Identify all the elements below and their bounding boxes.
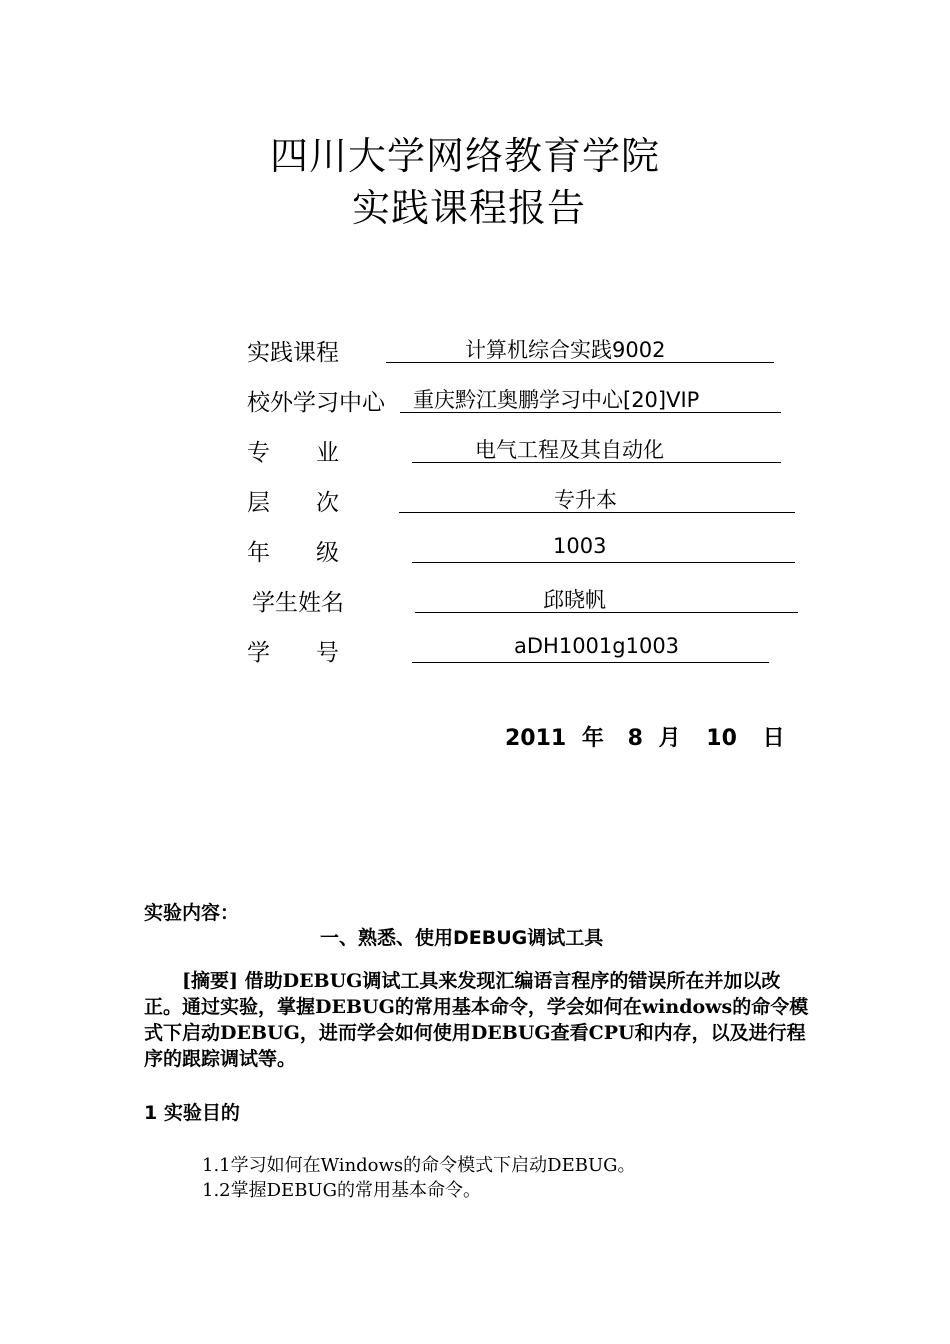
field-label-center: 校外学习中心 <box>247 390 385 416</box>
field-label-level: 层 次 <box>247 490 339 516</box>
date-year: 2011 <box>505 726 567 751</box>
section1-item: 1.1学习如何在Windows的命令模式下启动DEBUG。 <box>202 1155 636 1176</box>
field-label-name: 学生姓名 <box>252 590 344 616</box>
date-month: 8 <box>627 726 643 751</box>
date-day: 10 <box>706 726 737 751</box>
field-label-major: 专 业 <box>247 440 339 466</box>
field-label-student-id: 学 号 <box>247 640 339 666</box>
field-value-level: 专升本 <box>399 484 795 513</box>
field-value-course: 计算机综合实践9002 <box>386 334 774 363</box>
report-date: 2011 年 8 月 10 日 <box>505 726 785 751</box>
field-value-grade: 1003 <box>412 534 795 563</box>
section1-item: 1.2掌握DEBUG的常用基本命令。 <box>202 1180 481 1201</box>
field-label-course: 实践课程 <box>247 340 339 366</box>
field-value-major: 电气工程及其自动化 <box>412 434 781 463</box>
field-label-grade: 年 级 <box>247 540 339 566</box>
content-heading: 实验内容： <box>144 902 240 924</box>
content-subtitle: 一、熟悉、使用DEBUG调试工具 <box>320 927 604 949</box>
report-title-line2: 实践课程报告 <box>352 186 587 230</box>
field-value-center: 重庆黔江奥鹏学习中心[20]VIP <box>400 384 781 413</box>
field-value-name: 邱晓帆 <box>415 584 798 613</box>
abstract-paragraph: [摘要] 借助DEBUG调试工具来发现汇编语言程序的错误所在并加以改正。通过实验，掌握DEBUG的常用基本命令，学会如何在windows的命令模式下启动DEBUG，进而学会如何使用DEBUG查看CPU和内存，以及进行程序的跟踪调试等。 <box>144 970 809 1070</box>
field-value-student-id: aDH1001g1003 <box>412 634 769 663</box>
section1-title: 1 实验目的 <box>144 1102 240 1124</box>
report-title-line1: 四川大学网络教育学院 <box>270 134 661 178</box>
